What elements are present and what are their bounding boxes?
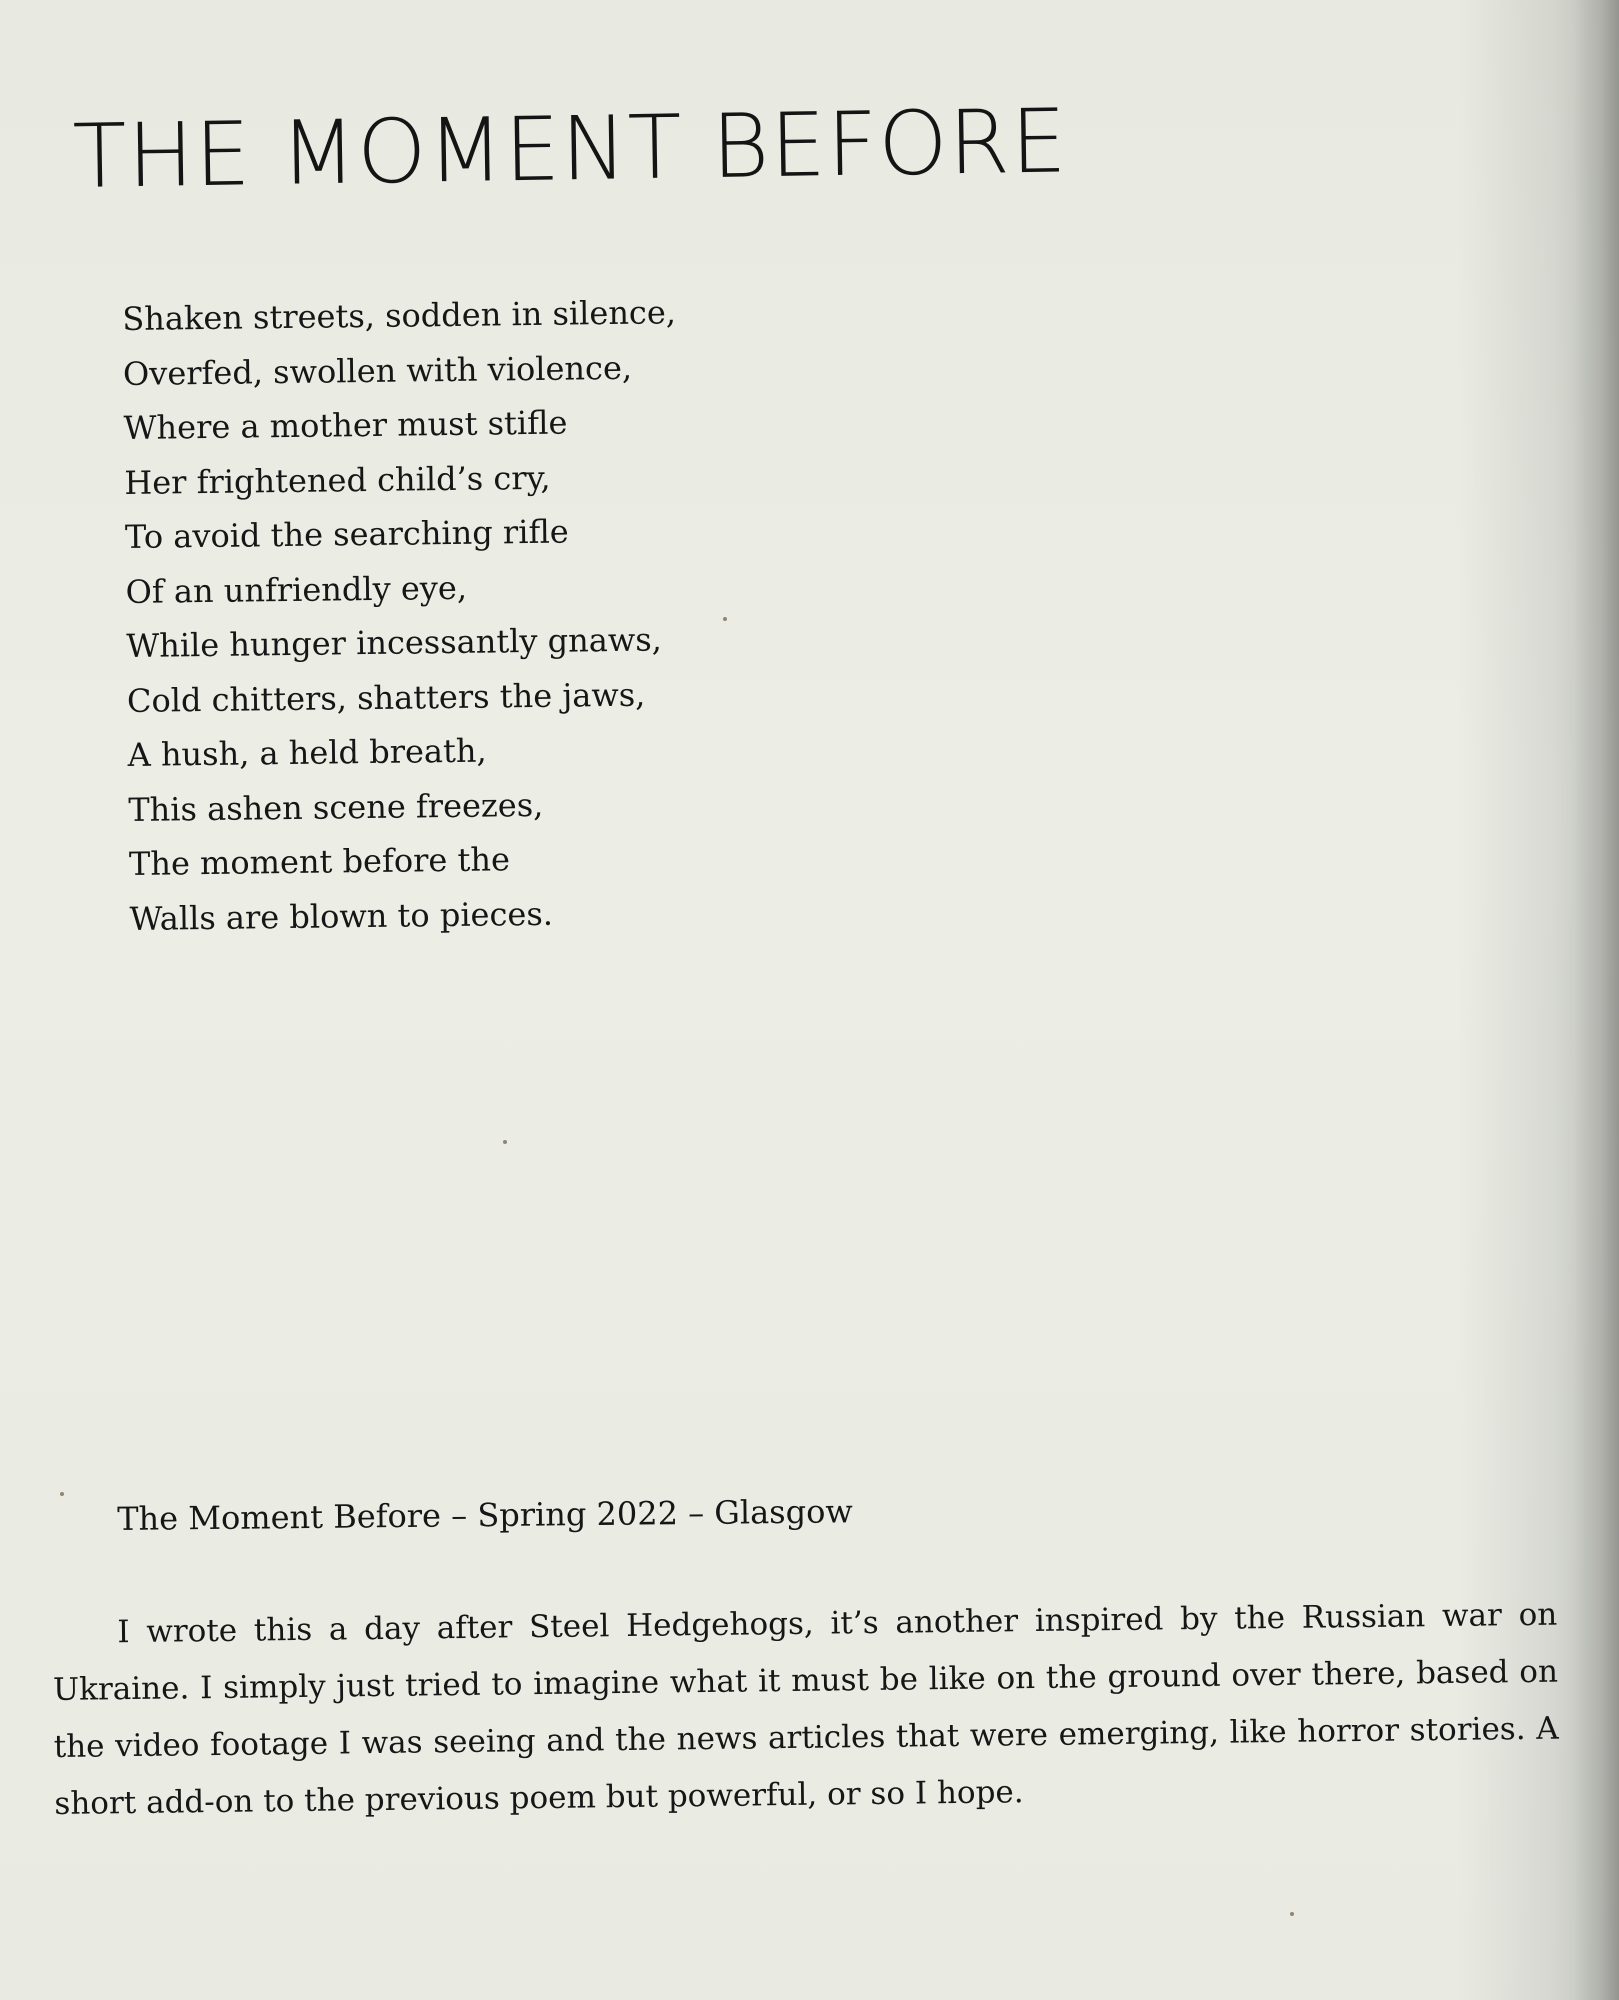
author-commentary: I wrote this a day after Steel Hedgehogs, it’s another inspired by the Russian war on Ukraine. I simply just tried to imagine what it must be like on the ground over there, based on the video footage I was seeing and the news articles that were emerging, like horror stories. A short add-on to the previous poem but powerful, or so I hope. xyxy=(52,1596,1559,1822)
paper-speck xyxy=(1290,1912,1294,1916)
poem-line: A hush, a held breath, xyxy=(127,731,487,774)
paper-speck xyxy=(723,617,727,621)
paper-speck xyxy=(60,1492,64,1496)
poem-line: To avoid the searching rifle xyxy=(124,512,569,556)
poem-caption: The Moment Before – Spring 2022 – Glasgow xyxy=(117,1492,853,1538)
poem-line: Walls are blown to pieces. xyxy=(129,894,554,938)
poem-line: Of an unfriendly eye, xyxy=(125,568,468,611)
poem-line: Where a mother must stifle xyxy=(123,403,568,447)
poem-line: The moment before the xyxy=(128,840,511,883)
poem-body xyxy=(122,285,684,946)
poem-line: This ashen scene freezes, xyxy=(128,785,544,829)
poem-line: Shaken streets, sodden in silence, xyxy=(122,293,677,338)
page-gutter-shadow xyxy=(1574,0,1619,2000)
poem-title: THE MOMENT BEFORE xyxy=(72,89,1069,208)
poem-line: Her frightened child’s cry, xyxy=(124,458,551,502)
paper-speck xyxy=(503,1140,507,1144)
poem-line: Cold chitters, shatters the jaws, xyxy=(126,675,646,720)
poem-line: While hunger incessantly gnaws, xyxy=(126,620,663,665)
poem-line: Overfed, swollen with violence, xyxy=(122,348,633,393)
